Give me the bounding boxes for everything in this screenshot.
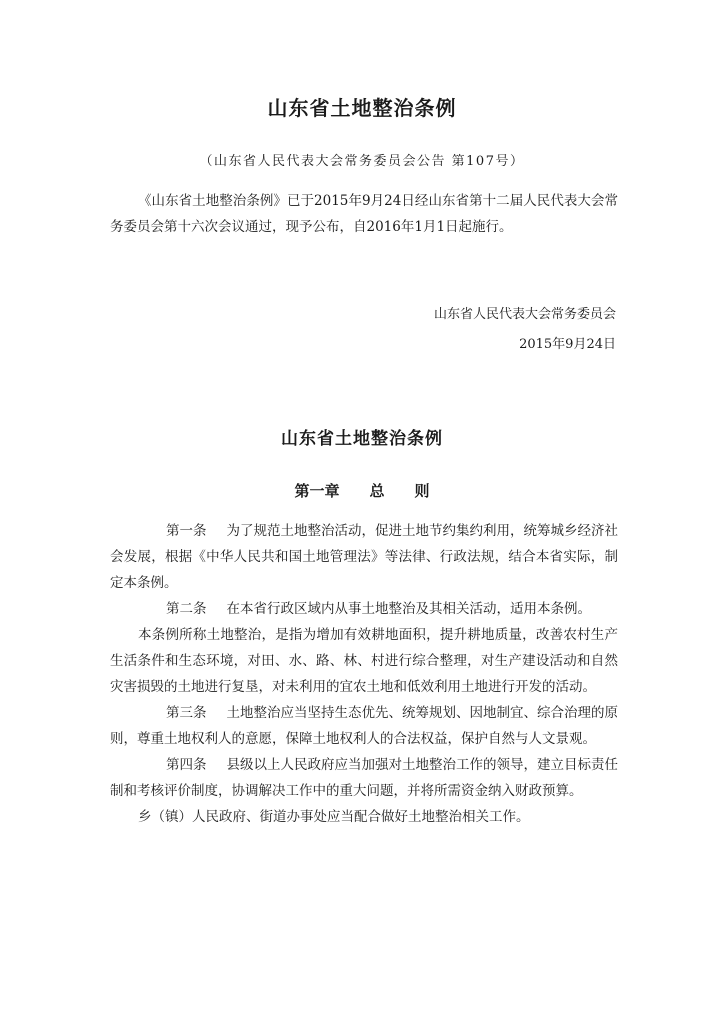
article-number: 第四条 [166, 757, 207, 773]
article-number: 第二条 [166, 601, 207, 617]
regulation-title: 山东省土地整治条例 [281, 429, 443, 449]
article-number: 第三条 [166, 705, 207, 721]
article-3 [110, 700, 618, 752]
article-4-paragraph-2 [110, 804, 618, 830]
article-2 [110, 596, 618, 622]
signature-organization: 山东省人民代表大会常务委员会 [433, 307, 616, 322]
articles-section [110, 518, 618, 830]
article-text: 为了规范土地整治活动，促进土地节约集约利用，统筹城乡经济社会发展，根据《中华人民共和国土地管理法》等法律、行政法规，结合本省实际，制定本条例。 [110, 523, 618, 591]
announcement-number: （山东省人民代表大会常务委员会公告 第107号） [199, 154, 525, 169]
article-text: 在本省行政区域内从事土地整治及其相关活动，适用本条例。 [226, 601, 591, 617]
article-4 [110, 752, 618, 804]
preamble-paragraph: 《山东省土地整治条例》已于2015年9月24日经山东省第十二届人民代表大会常务委员会第十六次会议通过，现予公布，自2016年1月1日起施行。 [110, 193, 618, 235]
article-text: 土地整治应当坚持生态优先、统筹规划、因地制宜、综合治理的原则，尊重土地权利人的意愿，保障土地权利人的合法权益，保护自然与人文景观。 [110, 705, 618, 747]
article-1 [110, 518, 618, 596]
article-text: 本条例所称土地整治，是指为增加有效耕地面积，提升耕地质量，改善农村生产生活条件和生态环境，对田、水、路、林、村进行综合整理，对生产建设活动和自然灾害损毁的土地进行复垦，对未利用的宜农土地和低效利用土地进行开发的活动。 [110, 627, 618, 695]
signature-date: 2015年9月24日 [519, 337, 616, 352]
chapter-name-part-1: 总 [369, 482, 385, 500]
article-text: 乡（镇）人民政府、街道办事处应当配合做好土地整治相关工作。 [138, 809, 530, 825]
article-text: 县级以上人民政府应当加强对土地整治工作的领导，建立目标责任制和考核评价制度，协调解决工作中的重大问题，并将所需资金纳入财政预算。 [110, 757, 618, 799]
chapter-number: 第一章 [294, 482, 340, 500]
article-2-paragraph-2 [110, 622, 618, 700]
document-title: 山东省土地整治条例 [267, 96, 457, 120]
article-number: 第一条 [166, 523, 207, 539]
chapter-name-part-2: 则 [414, 482, 430, 500]
chapter-heading [0, 480, 724, 501]
